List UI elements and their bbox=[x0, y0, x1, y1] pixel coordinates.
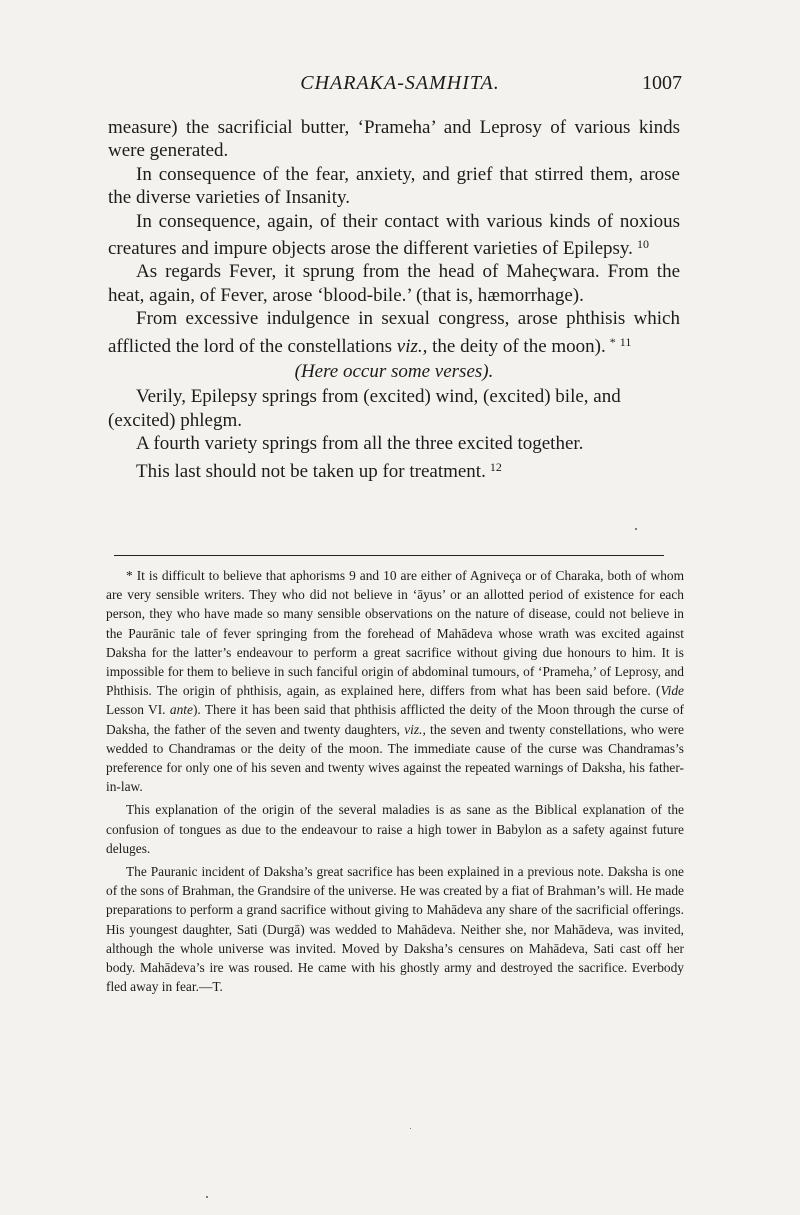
paper-speck bbox=[410, 1128, 411, 1129]
footnote-text: Lesson VI. bbox=[106, 702, 170, 718]
paragraph-text: As regards Fever, it sprung from the head of Maheçwara. From the heat, again, of Fever, arose ‘blood-bile.’ (that is, hæmorrhage). bbox=[108, 261, 680, 306]
footnote-paragraph bbox=[106, 862, 684, 996]
verse-heading bbox=[108, 360, 680, 383]
aphorism-number: 11 bbox=[619, 334, 632, 349]
paragraph bbox=[108, 260, 680, 307]
paragraph-text: the deity of the moon). bbox=[432, 335, 606, 357]
paragraph-text: measure) the sacrificial butter, ‘Prameha’ and Leprosy of various kinds were generated. bbox=[108, 117, 680, 162]
paragraph bbox=[108, 163, 680, 210]
paragraph bbox=[108, 116, 680, 163]
italic-text: ante bbox=[169, 702, 193, 718]
main-text bbox=[108, 116, 680, 483]
page-number: 1007 bbox=[642, 72, 682, 94]
aphorism-number: 12 bbox=[489, 459, 502, 474]
aphorism-number: 10 bbox=[636, 237, 649, 252]
paragraph bbox=[108, 307, 680, 358]
paper-speck bbox=[635, 528, 637, 530]
verse-heading-text: (Here occur some verses). bbox=[294, 361, 494, 383]
footnote-text: the seven and twenty constellations, who were wedded to Chandramas or the deity of the moon. The immediate cause of the curse was Chandramas’s preference for only one of his seven and twenty wives against the repeated warnings of Daksha, his father-in-law. bbox=[106, 721, 684, 795]
footnote-paragraph bbox=[106, 566, 684, 796]
footnote-divider bbox=[114, 555, 664, 556]
footnotes bbox=[106, 566, 684, 1000]
footnote-text: ). There it has been said that phthisis afflicted the deity of the Moon through the curse of Daksha, the father of the seven and twenty daughters, bbox=[106, 702, 684, 737]
footnote-text: This explanation of the origin of the several maladies is as sane as the Biblical explanation of the confusion of tongues as due to the endeavour to raise a high tower in Babylon as a safety against future deluges. bbox=[106, 802, 684, 856]
verse-text: A fourth variety springs from all the three excited together. bbox=[136, 433, 584, 455]
footnote-marker: * bbox=[609, 334, 616, 349]
verse-line bbox=[108, 432, 680, 455]
paragraph bbox=[108, 210, 680, 261]
footnote-paragraph bbox=[106, 800, 684, 858]
verse-line bbox=[108, 385, 680, 432]
footnote-text: * It is difficult to believe that aphorisms 9 and 10 are either of Agniveça or of Charaka, both of whom are very sensible writers. They who did not believe in ‘āyus’ or an allotted period of existence for each person, they who have made so many sensible observations on the nature of disease, could not believe in the Paurānic tale of fever springing from the forehead of Mahādeva whose wrath was excited against Daksha for the latter’s endeavour to perform a great sacrifice without giving due honours to him. It is impossible for them to believe in such fanciful origin of abdominal tumours, of ‘Prameha,’ of Leprosy, and Phthisis. The origin of phthisis, again, as explained here, differs from what has been said before. ( bbox=[106, 568, 684, 699]
verse-line bbox=[108, 456, 680, 483]
italic-text: Vide bbox=[660, 683, 684, 699]
footnote-text: The Pauranic incident of Daksha’s great sacrifice has been explained in a previous note. Daksha is one of the sons of Brahman, the Grandsire of the universe. He was created by a fiat of Brahman’s will. He made preparations to perform a grand sacrifice without giving to Mahādeva any share of the sacrificial offerings. His youngest daughter, Sati (Durgā) was wedded to Mahādeva. Neither she, nor Mahādeva, was invited, although the whole universe was invited. Moved by Daksha’s censures on Mahādeva, Sati cast off her body. Mahādeva’s ire was roused. He came with his ghostly army and destroyed the sacrifice. Everbody fled away in fear.—T. bbox=[106, 864, 684, 995]
paragraph-text: In consequence, again, of their contact with various kinds of noxious creatures and impure objects arose the different varieties of Epilepsy. bbox=[108, 210, 680, 260]
paper-speck bbox=[206, 1196, 208, 1198]
italic-text: viz., bbox=[396, 335, 428, 357]
italic-text: viz., bbox=[404, 721, 426, 737]
paragraph-text: In consequence of the fear, anxiety, and grief that stirred them, arose the diverse varieties of Insanity. bbox=[108, 163, 680, 209]
verse-text: Verily, Epilepsy springs from (excited) wind, (excited) bile, and (excited) phlegm. bbox=[108, 386, 621, 431]
verse-text: This last should not be taken up for treatment. bbox=[136, 460, 486, 482]
paragraph-text: From excessive indulgence in sexual congress, arose phthisis which afflicted the lord of the constellations bbox=[108, 308, 680, 357]
running-head-title: CHARAKA-SAMHITA. bbox=[300, 72, 500, 94]
